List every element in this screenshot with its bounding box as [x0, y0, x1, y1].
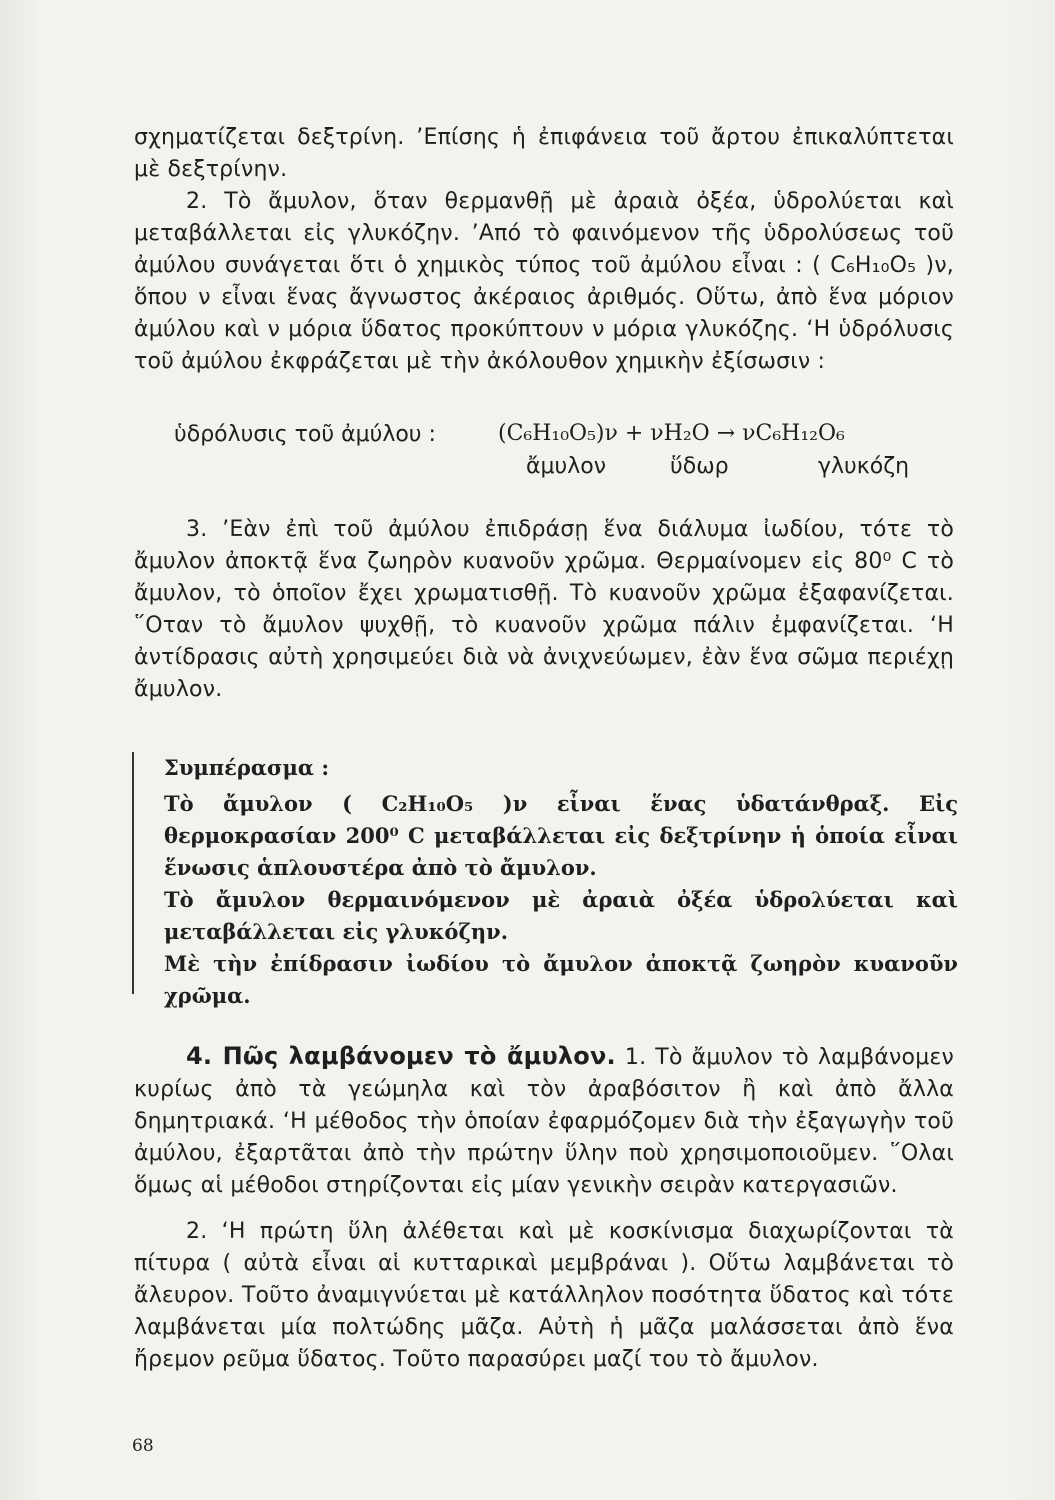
paragraph-flour-process: [134, 1216, 954, 1376]
conclusion-title: Συμπέρασμα :: [164, 755, 330, 780]
paragraph-text: 2. ‘Η πρώτη ὕλη ἀλέθεται καὶ μὲ κοσκίνισμα διαχωρίζονται τὰ πίτυρα ( αὐτὰ εἶναι αἱ κυτταρικαὶ μεμβράναι ). Οὕτω λαμβάνεται τὸ ἄλευρον. Τοῦτο ἀναμιγνύεται μὲ κατάλληλον ποσότητα ὕδατος καὶ τότε λαμβάνεται μία πολτώδης μᾶζα. Αὐτὴ ἡ μᾶζα μαλάσσεται ἀπὸ ἕνα ἤρεμον ρεῦμα ὕδατος. Τοῦτο παρασύρει μαζί του τὸ ἄμυλον.: [134, 1219, 954, 1372]
paragraph-hydrolysis: [134, 186, 954, 378]
page-number: 68: [132, 1436, 154, 1456]
hydrolysis-equation: [174, 421, 845, 447]
section-heading: 4. Πῶς λαμβάνομεν τὸ ἄμυλον.: [186, 1042, 616, 1070]
equation-name-glucose: γλυκόζη: [818, 454, 910, 479]
section-4: [134, 1040, 954, 1202]
paragraph-iodine-test: [134, 514, 954, 706]
paragraph-text: 2. Τὸ ἄμυλον, ὅταν θερμανθῇ μὲ ἀραιὰ ὀξέα, ὑδρολύεται καὶ μεταβάλλεται εἰς γλυκόζην. ’Από τὸ φαινόμενον τῆς ὑδρολύσεως τοῦ ἀμύλου συνάγεται ὅτι ὁ χημικὸς τύπος τοῦ ἀμύλου εἶναι : ( C₆H₁₀O₅ )ν, ὅπου ν εἶναι ἕνας ἄγνωστος ἀκέραιος ἀριθμός. Οὕτω, ἀπὸ ἕνα μόριον ἀμύλου καὶ ν μόρια ὕδατος προκύπτουν ν μόρια γλυκόζης. ‘Η ὑδρόλυσις τοῦ ἀμύλου ἐκφράζεται μὲ τὴν ἀκόλουθον χημικὴν ἐξίσωσιν :: [134, 189, 954, 374]
paragraph-text: 1. Τὸ ἄμυλον τὸ λαμβάνομεν κυρίως ἀπὸ τὰ γεώμηλα καὶ τὸν ἀραβόσιτον ἢ καὶ ἀπὸ ἄλλα δημητριακά. ‘Η μέθοδος τὴν ὁποίαν ἐφαρμόζομεν διὰ τὴν ἐξαγωγὴν τοῦ ἀμύλου, ἐξαρτᾶται ἀπὸ τὴν πρώτην ὕλην ποὺ χρησιμοποιοῦμεν. ῞Ολαι ὅμως αἱ μέθοδοι στηρίζονται εἰς μίαν γενικὴν σειρὰν κατεργασιῶν.: [134, 1045, 954, 1198]
paragraph-dextrin-continued: [134, 122, 954, 186]
conclusion-box: [132, 752, 958, 1008]
conclusion-line: Τὸ ἄμυλον ( C₂H₁₀O₅ )ν εἶναι ἕνας ὑδατάνθραξ. Εἰς θερμοκρασίαν 200⁰ C μεταβάλλεται εἰς δεξτρίνην ἡ ὁποία εἶναι ἕνωσις ἁπλουστέρα ἀπὸ τὸ ἄμυλον.: [164, 791, 958, 880]
section-paragraph: [134, 1040, 954, 1202]
equation-formula: (C₆H₁₀O₅)ν + νH₂O → νC₆H₁₂O₆: [498, 421, 845, 446]
paragraph-text: σχηματίζεται δεξτρίνη. ’Επίσης ἡ ἐπιφάνεια τοῦ ἄρτου ἐπικαλύπτεται μὲ δεξτρίνην.: [134, 125, 954, 182]
conclusion-line: Μὲ τὴν ἐπίδρασιν ἰωδίου τὸ ἄμυλον ἀποκτᾷ ζωηρὸν κυανοῦν χρῶμα.: [164, 951, 958, 1008]
paragraph-text: 3. ’Εὰν ἐπὶ τοῦ ἀμύλου ἐπιδράσῃ ἕνα διάλυμα ἰωδίου, τότε τὸ ἄμυλον ἀποκτᾷ ἕνα ζωηρὸν κυανοῦν χρῶμα. Θερμαίνομεν εἰς 80⁰ C τὸ ἄμυλον, τὸ ὁποῖον ἔχει χρωματισθῇ. Τὸ κυανοῦν χρῶμα ἐξαφανίζεται. ῞Οταν τὸ ἄμυλον ψυχθῇ, τὸ κυανοῦν χρῶμα πάλιν ἐμφανίζεται. ‘Η ἀντίδρασις αὐτὴ χρησιμεύει διὰ νὰ ἀνιχνεύωμεν, ἐὰν ἕνα σῶμα περιέχῃ ἄμυλον.: [134, 517, 954, 702]
equation-label: ὑδρόλυσις τοῦ ἀμύλου :: [174, 422, 436, 447]
equation-name-water: ὕδωρ: [670, 454, 729, 479]
conclusion-line: Τὸ ἄμυλον θερμαινόμενον μὲ ἀραιὰ ὀξέα ὑδρολύεται καὶ μεταβάλλεται εἰς γλυκόζην.: [164, 887, 958, 944]
equation-name-starch: ἄμυλον: [526, 454, 606, 479]
